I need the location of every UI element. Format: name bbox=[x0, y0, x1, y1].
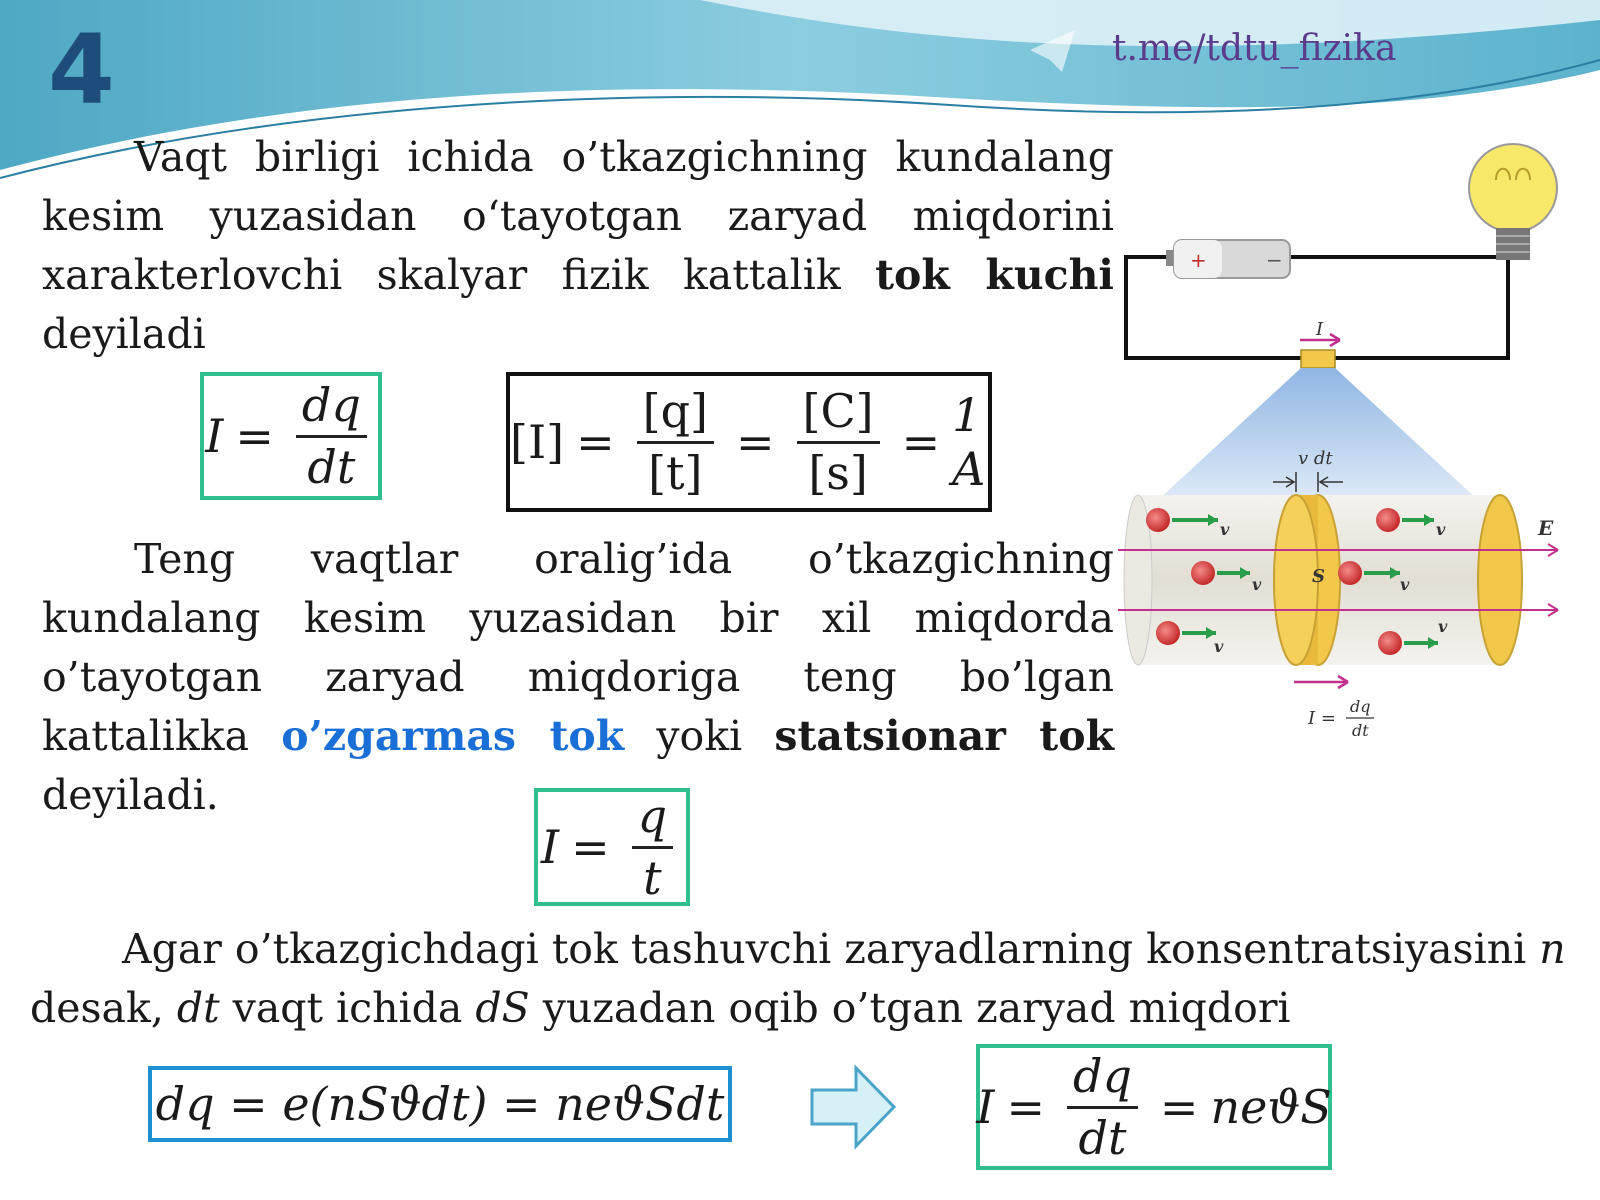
battery-icon bbox=[1166, 240, 1290, 278]
bottom-formula-den: dt bbox=[1352, 721, 1369, 740]
formula5-rhs: neϑS bbox=[1210, 1080, 1332, 1134]
slide-number: 4 bbox=[48, 14, 115, 126]
para3-text-a: Agar o’tkazgichdagi tok tashuvchi zaryadlarning konsentratsiyasini bbox=[122, 925, 1540, 973]
formula1-eq: = bbox=[235, 409, 274, 463]
formula1-num: dq bbox=[296, 380, 367, 438]
battery-minus: − bbox=[1266, 248, 1283, 272]
paragraph-definition-current bbox=[42, 128, 1114, 364]
formula4-text: dq = e(nSϑdt) = neϑSdt bbox=[155, 1077, 725, 1131]
formula1-den: dt bbox=[307, 439, 356, 494]
para3-text-c: vaqt ichida bbox=[219, 984, 476, 1032]
para1-text-b: deyiladi bbox=[42, 310, 206, 358]
conductor-segment bbox=[1301, 350, 1335, 368]
formula2-lhs: [I] bbox=[510, 415, 565, 469]
formula2-den1: [t] bbox=[648, 445, 703, 500]
arrow-right-icon bbox=[808, 1062, 898, 1152]
formula3-num: q bbox=[632, 791, 673, 849]
para3-text-b: desak, bbox=[30, 984, 177, 1032]
symbol-dt: dt bbox=[176, 984, 220, 1032]
velocity-label-1: v bbox=[1220, 520, 1230, 539]
formula2-num1: [q] bbox=[637, 386, 714, 444]
bottom-formula-num: dq bbox=[1350, 697, 1371, 716]
formula-charge-element bbox=[148, 1066, 732, 1142]
battery-plus: + bbox=[1190, 248, 1207, 272]
paragraph-definition-dc bbox=[42, 530, 1114, 825]
para3-text-d: yuzadan oqib o’tgan zaryad miqdori bbox=[529, 984, 1291, 1032]
formula2-eq1: = bbox=[576, 415, 615, 469]
formula2-eq2: = bbox=[735, 415, 775, 469]
para2-text-b: yoki bbox=[624, 712, 775, 760]
term-tok-kuchi: tok kuchi bbox=[875, 251, 1114, 299]
formula2-eq3: = bbox=[901, 415, 941, 469]
bottom-formula-lhs: I = bbox=[1308, 708, 1336, 729]
formula5-den: dt bbox=[1078, 1110, 1127, 1165]
formula-current-density bbox=[976, 1044, 1332, 1170]
symbol-dS: dS bbox=[475, 984, 530, 1032]
formula-current-average bbox=[534, 788, 690, 906]
formula3-lhs: I bbox=[540, 820, 560, 874]
velocity-label-2: v bbox=[1252, 575, 1262, 594]
vdt-label: v dt bbox=[1298, 448, 1333, 469]
velocity-label-3: v bbox=[1214, 637, 1224, 656]
paragraph-concentration bbox=[30, 920, 1570, 1038]
light-bulb-icon bbox=[1469, 144, 1557, 260]
circuit-diagram bbox=[1118, 140, 1578, 760]
formula5-eq2: = bbox=[1159, 1080, 1199, 1134]
field-label: E bbox=[1538, 516, 1554, 540]
para2-text-c: deyiladi. bbox=[42, 771, 219, 819]
formula3-den: t bbox=[643, 850, 662, 905]
velocity-label-4: v bbox=[1436, 520, 1446, 539]
para2-text-a: Teng vaqtlar oralig’ida o’tkazgichning kundalang kesim yuzasidan bir xil miqdorda o’tayotgan zaryad miqdoriga teng bo’lgan kattalikka bbox=[42, 535, 1114, 760]
formula2-num2: [C] bbox=[797, 386, 880, 444]
channel-link[interactable]: t.me/tdtu_fizika bbox=[1112, 28, 1397, 69]
formula-current-derivative bbox=[200, 372, 382, 500]
symbol-n: n bbox=[1539, 925, 1566, 973]
term-statsionar-tok: statsionar tok bbox=[774, 712, 1114, 760]
current-label-top: I bbox=[1316, 319, 1324, 340]
velocity-label-5: v bbox=[1400, 575, 1410, 594]
formula1-lhs: I bbox=[205, 409, 224, 463]
formula2-den2: [s] bbox=[808, 445, 868, 500]
para1-text-a: Vaqt birligi ichida o’tkazgichning kundalang kesim yuzasidan o‘tayotgan zaryad miqdorini xarakterlovchi skalyar fizik kattalik bbox=[42, 133, 1114, 299]
area-label: S bbox=[1312, 566, 1325, 587]
term-ozgarmas-tok: o’zgarmas tok bbox=[281, 712, 625, 760]
formula-unit-ampere bbox=[506, 372, 992, 512]
formula5-num: dq bbox=[1067, 1051, 1138, 1109]
formula5-lhs: I bbox=[976, 1080, 995, 1134]
formula3-eq: = bbox=[571, 820, 610, 874]
velocity-label-6: v bbox=[1438, 617, 1448, 636]
formula2-rhs: 1 A bbox=[952, 388, 986, 496]
formula5-eq1: = bbox=[1006, 1080, 1046, 1134]
